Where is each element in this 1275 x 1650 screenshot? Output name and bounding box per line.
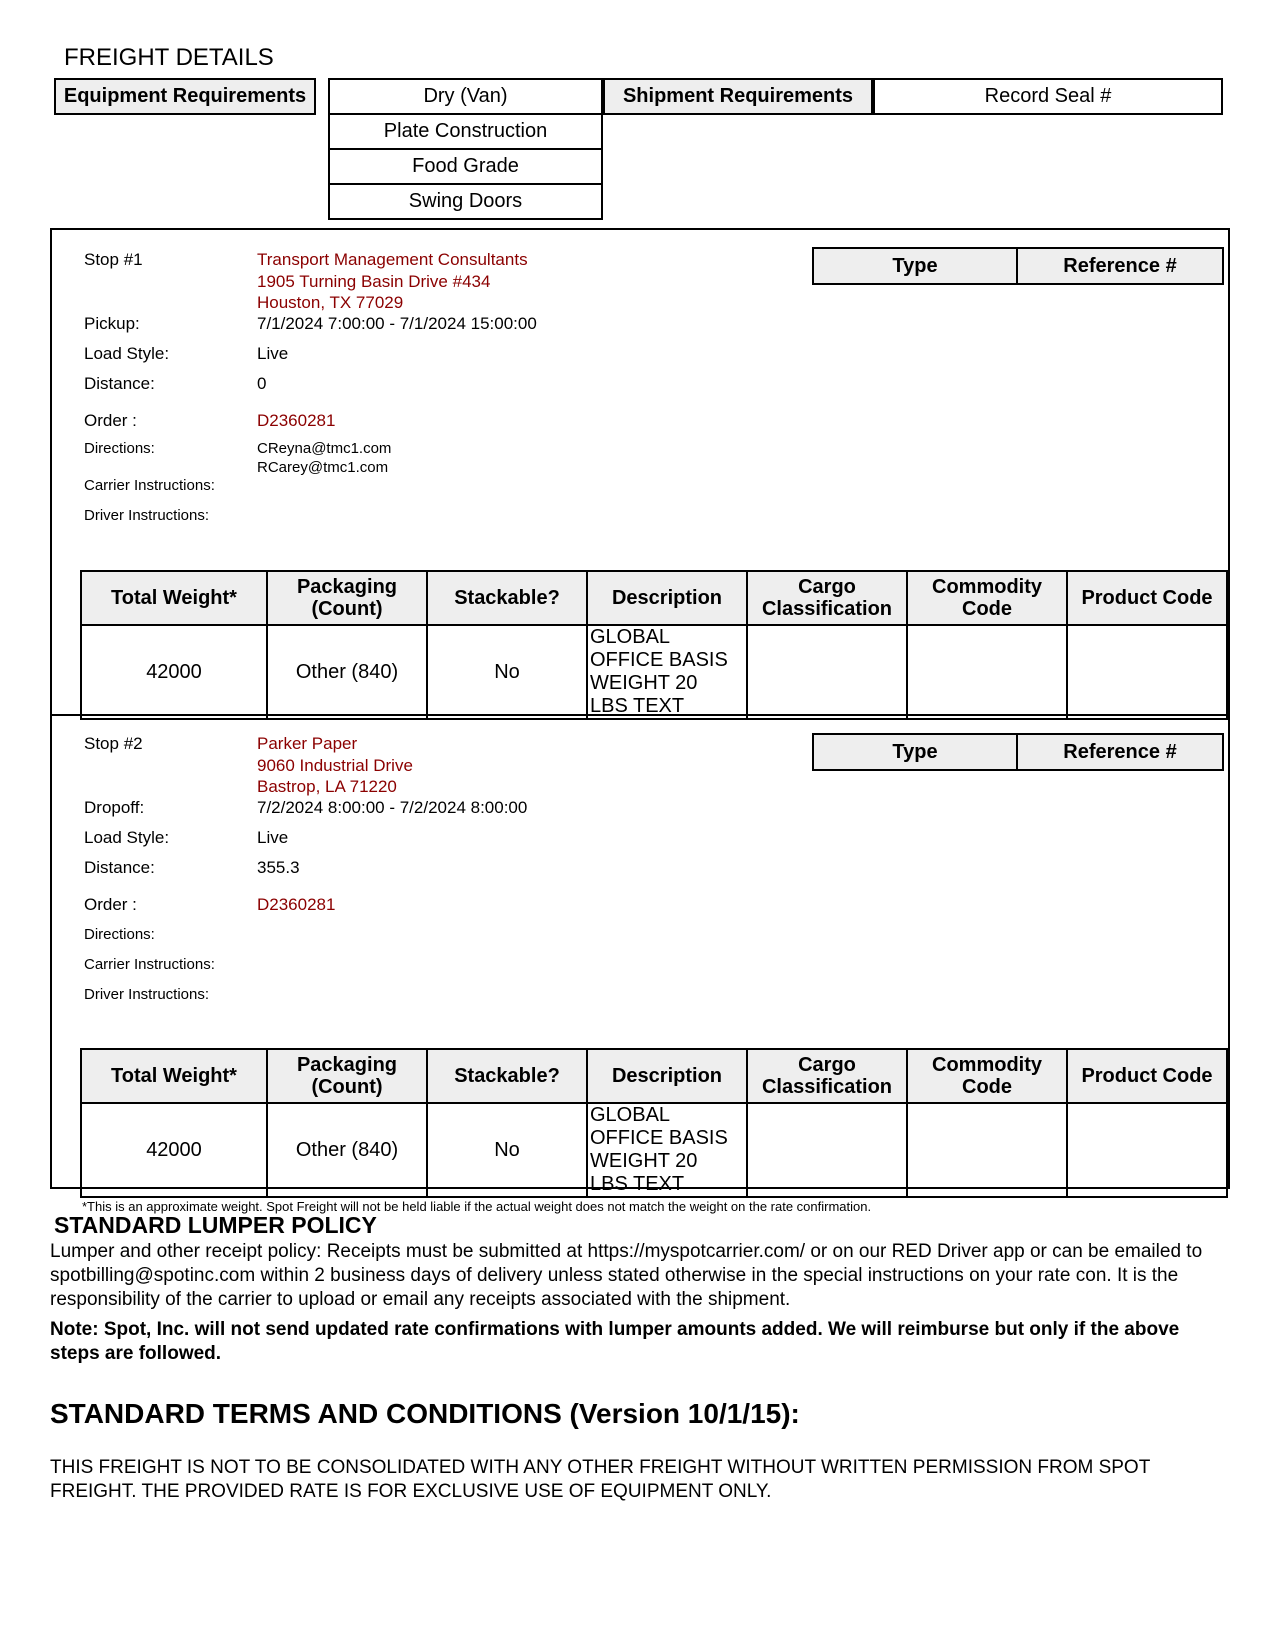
total-weight-header: Total Weight* [81, 571, 267, 625]
stackable-cell: No [427, 1103, 587, 1197]
shipment-requirement-value: Record Seal # [873, 78, 1223, 115]
stop-address-line2: Houston, TX 77029 [257, 293, 404, 312]
reference-header: Reference # [1016, 733, 1224, 771]
reference-header: Reference # [1016, 247, 1224, 285]
stackable-cell: No [427, 625, 587, 719]
distance-value: 0 [257, 374, 267, 393]
directions-line1: CReyna@tmc1.com [257, 440, 392, 457]
stop-name: Transport Management Consultants [257, 250, 528, 269]
distance-label: Distance: [84, 374, 155, 393]
lumper-policy-body: Lumper and other receipt policy: Receipts must be submitted at https://myspotcarrier.com/ or on our RED Driver app or can be emailed to spotbilling@spotinc.com within 2 business days of delivery unless stated otherwise in the special instructions on your rate con. It is the responsibility of the carrier to upload or email any receipts associated with the shipment. [50, 1241, 1203, 1310]
type-header: Type [812, 733, 1018, 771]
packaging-cell: Other (840) [267, 1103, 427, 1197]
load-style-value: Live [257, 344, 289, 363]
product-code-cell [1067, 1103, 1227, 1197]
packaging-header: Packaging (Count) [267, 571, 427, 625]
distance-label: Distance: [84, 858, 155, 877]
equipment-item: Food Grade [328, 148, 603, 185]
directions-line2: RCarey@tmc1.com [257, 459, 389, 476]
load-style-value: Live [257, 828, 289, 847]
stop-section-1 [50, 228, 1230, 716]
carrier-instructions-label: Carrier Instructions: [84, 477, 215, 494]
equipment-item: Dry (Van) [328, 78, 603, 115]
stop-address-line2: Bastrop, LA 71220 [257, 777, 397, 796]
table-row [81, 625, 1227, 719]
type-header: Type [812, 247, 1018, 285]
order-label: Order : [84, 411, 137, 430]
shipment-requirements-label: Shipment Requirements [603, 78, 873, 115]
commodity-code-header: Commodity Code [907, 571, 1067, 625]
stackable-header: Stackable? [427, 571, 587, 625]
terms-title: STANDARD TERMS AND CONDITIONS (Version 10/1/15): [50, 1398, 800, 1429]
stackable-header: Stackable? [427, 1049, 587, 1103]
stop-address-line1: 9060 Industrial Drive [257, 756, 413, 775]
carrier-instructions-label: Carrier Instructions: [84, 956, 215, 973]
table-header-row [81, 571, 1227, 625]
description-header: Description [587, 571, 747, 625]
packaging-header: Packaging (Count) [267, 1049, 427, 1103]
stop-label: Stop #1 [84, 250, 143, 269]
description-cell: GLOBAL OFFICE BASIS WEIGHT 20 LBS TEXT [587, 1103, 747, 1197]
stop-label: Stop #2 [84, 734, 143, 753]
product-code-cell [1067, 625, 1227, 719]
order-number: D2360281 [257, 411, 336, 430]
approximate-weight-note: *This is an approximate weight. Spot Freight will not be held liable if the actual weight does not match the weight on the rate confirmation. [82, 1199, 872, 1214]
total-weight-header: Total Weight* [81, 1049, 267, 1103]
time-window: 7/1/2024 7:00:00 - 7/1/2024 15:00:00 [257, 314, 537, 333]
packaging-cell: Other (840) [267, 625, 427, 719]
table-row [81, 1103, 1227, 1197]
cargo-classification-cell [747, 1103, 907, 1197]
stop-section-2 [50, 714, 1230, 1195]
cargo-classification-header: Cargo Classification [747, 571, 907, 625]
lumper-policy-title: STANDARD LUMPER POLICY [54, 1212, 377, 1238]
distance-value: 355.3 [257, 858, 300, 877]
commodity-code-cell [907, 1103, 1067, 1197]
total-weight-cell: 42000 [81, 625, 267, 719]
equipment-requirements-label: Equipment Requirements [54, 78, 316, 115]
terms-body: THIS FREIGHT IS NOT TO BE CONSOLIDATED WITH ANY OTHER FREIGHT WITHOUT WRITTEN PERMISSION FROM SPOT FREIGHT. THE PROVIDED RATE IS FOR EXCLUSIVE USE OF EQUIPMENT ONLY. [50, 1457, 1150, 1502]
description-cell: GLOBAL OFFICE BASIS WEIGHT 20 LBS TEXT [587, 625, 747, 719]
cargo-classification-header: Cargo Classification [747, 1049, 907, 1103]
product-code-header: Product Code [1067, 1049, 1227, 1103]
driver-instructions-label: Driver Instructions: [84, 507, 210, 524]
table-header-row [81, 1049, 1227, 1103]
lumper-policy-note: Note: Spot, Inc. will not send updated rate confirmations with lumper amounts added. We will reimburse but only if the above steps are followed. [50, 1319, 1180, 1364]
freight-details-title: FREIGHT DETAILS [64, 44, 274, 71]
directions-label: Directions: [84, 440, 155, 457]
driver-instructions-label: Driver Instructions: [84, 986, 210, 1003]
commodity-code-header: Commodity Code [907, 1049, 1067, 1103]
cargo-classification-cell [747, 625, 907, 719]
stop-address-line1: 1905 Turning Basin Drive #434 [257, 272, 491, 291]
description-header: Description [587, 1049, 747, 1103]
directions-label: Directions: [84, 926, 155, 943]
time-window: 7/2/2024 8:00:00 - 7/2/2024 8:00:00 [257, 798, 528, 817]
load-style-label: Load Style: [84, 828, 170, 847]
total-weight-cell: 42000 [81, 1103, 267, 1197]
time-label: Dropoff: [84, 798, 145, 817]
commodity-code-cell [907, 625, 1067, 719]
equipment-item: Swing Doors [328, 183, 603, 220]
equipment-item: Plate Construction [328, 113, 603, 150]
stop-name: Parker Paper [257, 734, 358, 753]
product-code-header: Product Code [1067, 571, 1227, 625]
items-table [80, 570, 1228, 720]
items-table [80, 1048, 1228, 1198]
order-number: D2360281 [257, 895, 336, 914]
order-label: Order : [84, 895, 137, 914]
time-label: Pickup: [84, 314, 140, 333]
load-style-label: Load Style: [84, 344, 170, 363]
